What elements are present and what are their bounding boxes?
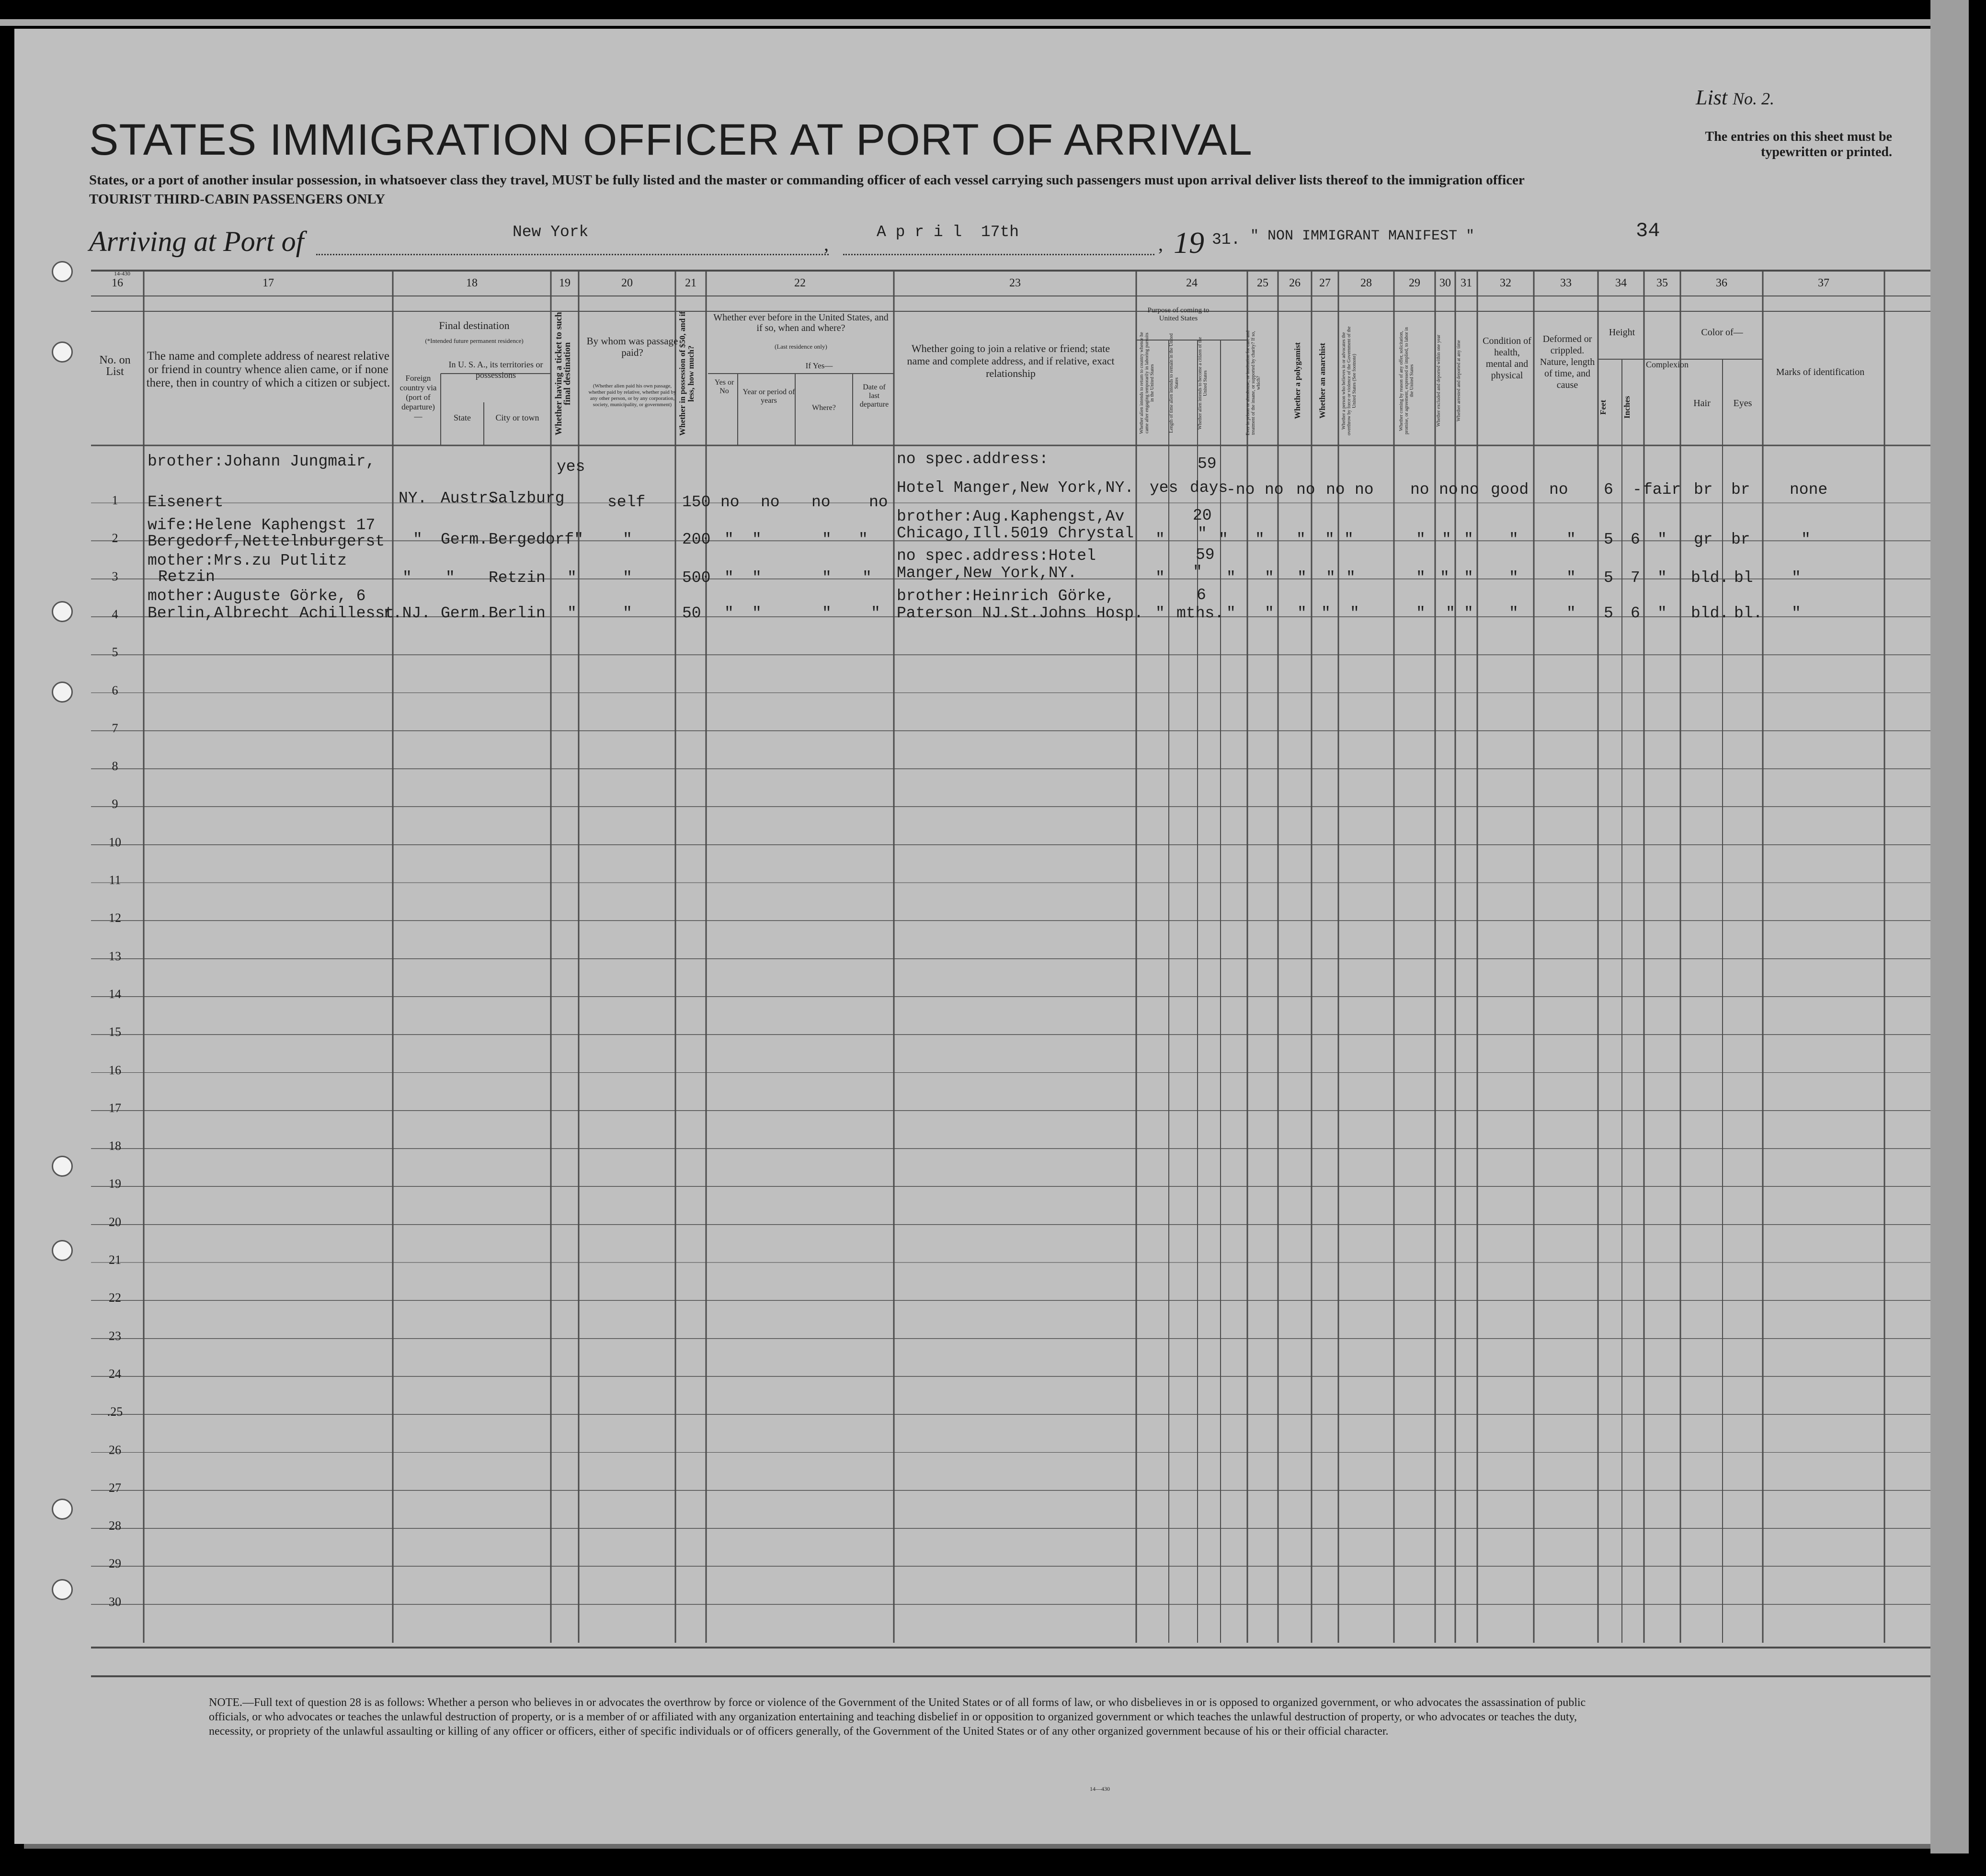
entry-1-purpose-c: -no bbox=[1226, 481, 1255, 499]
entry-4-inches: 6 bbox=[1631, 604, 1640, 622]
entry-2-purpose-c: " bbox=[1219, 531, 1228, 548]
entry-2-join-line1: brother:Aug.Kaphengst,Av bbox=[897, 508, 1125, 525]
header-purpose: Purpose of coming to United States bbox=[1147, 307, 1210, 322]
column-number-20: 20 bbox=[621, 277, 633, 289]
entry-1-c25: no bbox=[1265, 481, 1284, 499]
column-number-27: 27 bbox=[1319, 277, 1331, 289]
entry-1-hair: br bbox=[1694, 481, 1713, 499]
entry-3-ticket: " bbox=[567, 569, 577, 587]
entry-1-purpose-b: days bbox=[1190, 479, 1228, 497]
entry-2-c27: " bbox=[1325, 531, 1335, 548]
entry-3-c28: " bbox=[1346, 569, 1356, 587]
entry-3-relative-line2: Retzin bbox=[158, 568, 215, 586]
row-number: 4 bbox=[112, 607, 118, 621]
header-final-destination: Final destination bbox=[439, 319, 510, 331]
header-ever-before-note: (Last residence only) bbox=[775, 343, 827, 350]
entry-4-c31: " bbox=[1464, 604, 1473, 622]
column-number-23: 23 bbox=[1009, 277, 1021, 289]
entry-4-c29: " bbox=[1416, 604, 1426, 622]
column-number-30: 30 bbox=[1439, 277, 1451, 289]
entry-3-purpose-b-top: 59 bbox=[1196, 546, 1215, 564]
entry-4-c26: " bbox=[1297, 604, 1307, 622]
entry-3-deformed: " bbox=[1566, 569, 1576, 587]
entry-1-where: no bbox=[811, 493, 831, 511]
entry-2-join-line2: Chicago,Ill.5019 Chrystal bbox=[897, 524, 1134, 542]
column-number-32: 32 bbox=[1500, 277, 1511, 289]
header-purpose-b: Length of time alien intends to remain in the United States bbox=[1169, 333, 1179, 433]
entry-4-join-line2: Paterson NJ.St.Johns Hosp. bbox=[897, 604, 1143, 622]
header-excluded: Whether excluded and deported within one year bbox=[1436, 334, 1441, 427]
entry-1-departure: no bbox=[869, 493, 888, 511]
entry-4-complexion: " bbox=[1657, 604, 1667, 622]
entry-2-eyes: br bbox=[1731, 531, 1750, 548]
entry-2-inches: 6 bbox=[1631, 531, 1640, 548]
header-inches: Inches bbox=[1622, 396, 1632, 419]
column-number-28: 28 bbox=[1360, 277, 1372, 289]
header-final-destination-note: (*Intended future permanent residence) bbox=[425, 337, 524, 344]
entry-1-ticket: yes bbox=[557, 458, 585, 476]
column-number-19: 19 bbox=[559, 277, 571, 289]
entry-3-c27: " bbox=[1326, 569, 1335, 587]
header-feet: Feet bbox=[1598, 399, 1608, 415]
header-passage-paid-note: (Whether alien paid his own passage, whether paid by relative, whether paid by any other person, or by any corporation, society, municipality, or government) bbox=[588, 383, 676, 408]
entry-2-money: 200 bbox=[682, 531, 711, 548]
header-yes-no: Yes or No bbox=[714, 378, 734, 395]
row-number: 19 bbox=[109, 1177, 121, 1191]
row-number: 13 bbox=[109, 949, 121, 963]
entry-3-relative-line1: mother:Mrs.zu Putlitz bbox=[148, 552, 347, 569]
entry-2-feet: 5 bbox=[1604, 531, 1613, 548]
column-number-17: 17 bbox=[263, 277, 274, 289]
entry-4-relative-line2: Berlin,Albrecht Achillesst bbox=[148, 604, 394, 622]
entry-4-c27: " bbox=[1321, 604, 1331, 622]
entry-4-purpose-c: " bbox=[1226, 604, 1236, 622]
entry-2-before: " bbox=[724, 531, 734, 548]
entry-2-paid: " bbox=[623, 531, 632, 548]
entry-1-relative-line2: Eisenert bbox=[148, 493, 224, 511]
entry-4-health: " bbox=[1509, 604, 1518, 622]
header-if-yes: If Yes— bbox=[805, 361, 833, 370]
entry-2-departure: " bbox=[858, 531, 868, 548]
footer-form-code: 14—430 bbox=[1090, 1785, 1110, 1792]
entry-3-feet: 5 bbox=[1604, 569, 1613, 587]
entry-3-city: Retzin bbox=[489, 569, 546, 587]
entry-4-departure: " bbox=[871, 604, 880, 622]
row-number: 24 bbox=[109, 1366, 121, 1381]
entry-1-c27: no bbox=[1326, 481, 1345, 499]
year-prefix: 19 bbox=[1174, 226, 1204, 260]
column-number-34: 34 bbox=[1615, 277, 1627, 289]
entry-1-c26: no bbox=[1296, 481, 1315, 499]
entry-1-inches: - bbox=[1632, 481, 1642, 499]
binder-hole bbox=[52, 1156, 73, 1177]
entry-2-year: " bbox=[752, 531, 762, 548]
comma-2: , bbox=[1158, 233, 1163, 255]
subtitle-line-1: States, or a port of another insular possession, in whatsoever class they travel, MUST be fully listed and the master or commanding officer of each vessel carrying such passengers must upon arrival deliver lists thereof to the immigration officer bbox=[89, 172, 1525, 188]
entry-1-relative-line1: brother:Johann Jungmair, bbox=[148, 453, 376, 470]
row-number: 1 bbox=[112, 493, 118, 507]
row-number: 15 bbox=[109, 1025, 121, 1039]
row-number: 2 bbox=[112, 531, 118, 546]
entry-2-deformed: " bbox=[1566, 531, 1576, 548]
entry-4-c30: " bbox=[1446, 604, 1455, 622]
entry-1-marks: none bbox=[1790, 481, 1828, 499]
column-number-24: 24 bbox=[1186, 277, 1198, 289]
header-year: Year or period of years bbox=[742, 388, 795, 405]
entry-2-purpose-a: " bbox=[1155, 531, 1165, 548]
arriving-label: Arriving at Port of bbox=[89, 226, 304, 257]
entry-3-purpose-c: " bbox=[1226, 569, 1236, 587]
entry-1-c29: no bbox=[1410, 481, 1429, 499]
header-foreign-country: Foreign country via (port of departure)— bbox=[399, 374, 437, 421]
column-number-21: 21 bbox=[685, 277, 696, 289]
entry-1-join-line2: Hotel Manger,New York,NY. bbox=[897, 479, 1134, 497]
entry-1-health: good bbox=[1491, 481, 1529, 499]
row-number: 8 bbox=[112, 759, 118, 773]
row-number: 6 bbox=[112, 683, 118, 697]
entry-3-health: " bbox=[1509, 569, 1518, 587]
row-number: 27 bbox=[109, 1480, 121, 1495]
entry-1-complexion: fair bbox=[1643, 481, 1681, 499]
row-number: 30 bbox=[109, 1594, 121, 1609]
row-number: 11 bbox=[109, 873, 121, 887]
row-number: .25 bbox=[107, 1405, 123, 1419]
entry-2-hair: gr bbox=[1694, 531, 1713, 548]
entry-3-c29: " bbox=[1416, 569, 1426, 587]
row-number: 18 bbox=[109, 1139, 121, 1153]
entry-3-purpose-a: " bbox=[1155, 569, 1165, 587]
entry-1-purpose-a: yes bbox=[1150, 479, 1178, 497]
entry-2-state: Germ. bbox=[441, 531, 489, 548]
entry-3-inches: 7 bbox=[1631, 569, 1640, 587]
header-arrested: Whether arrested and deported at any time bbox=[1456, 340, 1461, 421]
entry-4-where: " bbox=[822, 604, 832, 622]
entry-3-join-line1: no spec.address:Hotel bbox=[897, 547, 1096, 565]
row-number: 9 bbox=[112, 797, 118, 811]
entry-3-where: " bbox=[822, 569, 832, 587]
entry-3-before: " bbox=[724, 569, 734, 587]
entry-1-foreign: NY. bbox=[399, 489, 427, 507]
row-number: 12 bbox=[109, 911, 121, 925]
entry-2-relative-line1: wife:Helene Kaphengst 17 bbox=[148, 516, 376, 534]
row-number: 26 bbox=[109, 1443, 121, 1457]
entry-3-paid: " bbox=[623, 569, 632, 587]
list-label: List bbox=[1696, 86, 1728, 109]
column-number-22: 22 bbox=[794, 277, 806, 289]
column-number-35: 35 bbox=[1656, 277, 1668, 289]
entry-2-health: " bbox=[1509, 531, 1518, 548]
entry-4-hair: bld. bbox=[1691, 604, 1729, 622]
row-number: 29 bbox=[109, 1557, 121, 1571]
row-number: 20 bbox=[109, 1215, 121, 1229]
entry-4-year: " bbox=[752, 604, 762, 622]
column-number-31: 31 bbox=[1461, 277, 1472, 289]
column-number-36: 36 bbox=[1716, 277, 1727, 289]
header-health: Condition of health, mental and physical bbox=[1483, 336, 1531, 381]
header-relative-address: The name and complete address of nearest relative or friend in country whence alien came, or if none there, then in country of which a citizen or subject. bbox=[146, 350, 390, 389]
header-city: City or town bbox=[495, 413, 539, 422]
entry-3-c25: " bbox=[1265, 569, 1274, 587]
column-number-33: 33 bbox=[1560, 277, 1572, 289]
column-number-26: 26 bbox=[1289, 277, 1301, 289]
row-number: 3 bbox=[112, 569, 118, 583]
header-date-departure: Date of last departure bbox=[859, 383, 889, 409]
header-state: State bbox=[454, 413, 471, 422]
entry-4-c28: " bbox=[1350, 604, 1359, 622]
binder-hole bbox=[52, 1499, 73, 1520]
entry-3-eyes: bl bbox=[1734, 569, 1753, 587]
entry-4-feet: 5 bbox=[1604, 604, 1613, 622]
header-ticket: Whether having a ticket to such final destination bbox=[554, 312, 572, 435]
entry-4-state: Germ. bbox=[441, 604, 489, 622]
entry-2-marks: " bbox=[1801, 531, 1811, 548]
entry-2-c26: " bbox=[1296, 531, 1306, 548]
header-height: Height bbox=[1609, 327, 1635, 338]
binder-hole bbox=[52, 341, 73, 363]
column-number-29: 29 bbox=[1409, 277, 1420, 289]
header-where: Where? bbox=[812, 404, 836, 412]
entry-4-before: " bbox=[724, 604, 734, 622]
entry-3-c30: " bbox=[1440, 569, 1450, 587]
row-number: 23 bbox=[109, 1329, 121, 1343]
page-title: STATES IMMIGRATION OFFICER AT PORT OF ARRIVAL bbox=[89, 115, 1253, 164]
header-anarchist: Whether an anarchist bbox=[1318, 342, 1327, 419]
entry-2-c31: " bbox=[1464, 531, 1473, 548]
header-purpose-c: Whether alien intends to become a citizen of the United States bbox=[1198, 337, 1208, 430]
entry-3-c31: " bbox=[1464, 569, 1473, 587]
date-value: A p r i l 17th bbox=[877, 223, 1019, 241]
page-number: 34 bbox=[1636, 219, 1660, 242]
entry-1-paid: self bbox=[607, 493, 646, 511]
footnote-question-28: NOTE.—Full text of question 28 is as follows: Whether a person who believes in or advocates the overthrow by force or violence of the Government of the United States or of all forms of law, or who disbelieves in or is opposed to organized government, or who advocates the assassination of public officials, or who advocates or teaches the unlawful destruction of property, or is a member of or affiliated with any organization entertaining and teaching disbelief in or opposition to organized government or which teaches the unlawful destruction of property, or who advocates or teaches the duty, necessity, or propriety of the unlawful assaulting or killing of any officer or officers, either of specific individuals or of officers generally, of the Government of the United States or of any other organized government because of his or their official character. bbox=[209, 1696, 1586, 1738]
row-number: 5 bbox=[112, 645, 118, 659]
entry-3-money: 500 bbox=[682, 569, 711, 587]
entry-3-complexion: " bbox=[1657, 569, 1667, 587]
entry-3-join-line2: Manger,New York,NY. bbox=[897, 564, 1077, 582]
entry-4-city: Berlin bbox=[489, 604, 546, 622]
header-passage-paid: By whom was passage paid? bbox=[586, 335, 678, 358]
entry-4-paid: " bbox=[623, 604, 632, 622]
row-number: 10 bbox=[109, 835, 121, 849]
column-number-25: 25 bbox=[1257, 277, 1268, 289]
header-deformed: Deformed or crippled. Nature, length of time, and cause bbox=[1540, 334, 1595, 390]
entry-1-c31: no bbox=[1460, 481, 1479, 499]
header-marks: Marks of identification bbox=[1776, 367, 1865, 377]
typewritten-instructions: The entries on this sheet must be typewritten or printed. bbox=[1705, 129, 1892, 159]
header-join-relative: Whether going to join a relative or friend; state name and complete address, and if relative, exact relationship bbox=[907, 342, 1115, 379]
entry-1-city: Salzburg bbox=[489, 489, 565, 507]
header-color-of: Color of— bbox=[1701, 327, 1743, 338]
entry-1-join-line1: no spec.address: bbox=[897, 450, 1049, 468]
entry-4-ticket: " bbox=[567, 604, 577, 622]
entry-3-foreign: " bbox=[402, 569, 412, 587]
entry-2-c25: " bbox=[1255, 531, 1265, 548]
year-suffix: 31. bbox=[1212, 231, 1241, 249]
entry-2-c29: " bbox=[1416, 531, 1426, 548]
entry-4-purpose-b-top: 6 bbox=[1197, 586, 1206, 604]
column-number-16: 16 bbox=[112, 277, 123, 289]
entry-2-city: Bergedorf" bbox=[489, 531, 584, 548]
entry-3-hair: bld. bbox=[1691, 569, 1729, 587]
entry-2-complexion: " bbox=[1657, 531, 1667, 548]
header-in-usa: In U. S. A., its territories or possessions bbox=[448, 360, 543, 380]
entry-1-before: no bbox=[720, 493, 740, 511]
entry-2-c28: " bbox=[1344, 531, 1354, 548]
binder-hole bbox=[52, 682, 73, 703]
entry-2-c30: " bbox=[1442, 531, 1451, 548]
row-number: 17 bbox=[109, 1101, 121, 1115]
entry-2-purpose-b: " bbox=[1198, 525, 1207, 543]
row-number: 7 bbox=[112, 721, 118, 735]
column-number-37: 37 bbox=[1818, 277, 1829, 289]
form-code: 14-430 bbox=[114, 270, 130, 277]
entry-4-marks: " bbox=[1792, 604, 1801, 622]
header-offer-labor: Whether coming by reason of any offer, solicitation, promise, or agreement, expressed or implied, to labor in the United States bbox=[1399, 327, 1415, 435]
header-prison: Ever in prison or almshouse, or institution for care and treatment of the insane, or supported by charity? If so, which? bbox=[1245, 330, 1261, 436]
entry-2-relative-line2: Bergedorf,Nettelnburgerst bbox=[148, 533, 385, 550]
row-number: 28 bbox=[109, 1519, 121, 1533]
header-money: Whether in possession of $50, and if less, how much? bbox=[678, 311, 696, 436]
entry-1-c30: no bbox=[1439, 481, 1458, 499]
binder-hole bbox=[52, 1579, 73, 1600]
entry-1-purpose-b-top: 59 bbox=[1198, 455, 1217, 473]
entry-3-purpose-b: " bbox=[1193, 563, 1202, 581]
entry-4-deformed: " bbox=[1566, 604, 1576, 622]
binder-hole bbox=[52, 1240, 73, 1261]
entry-4-purpose-a: " bbox=[1155, 604, 1165, 622]
entry-4-join-line1: brother:Heinrich Görke, bbox=[897, 587, 1115, 605]
entry-1-feet: 6 bbox=[1604, 481, 1613, 499]
entry-3-marks: " bbox=[1792, 569, 1801, 587]
row-number: 16 bbox=[109, 1063, 121, 1077]
entry-2-purpose-b-top: 20 bbox=[1193, 507, 1212, 524]
binder-hole bbox=[52, 261, 73, 282]
entry-3-state: " bbox=[445, 569, 455, 587]
header-complexion: Complexion bbox=[1646, 360, 1689, 369]
manifest-type: " NON IMMIGRANT MANIFEST " bbox=[1250, 228, 1475, 244]
port-value: New York bbox=[513, 223, 589, 241]
entry-1-year: no bbox=[761, 493, 780, 511]
entry-4-eyes: bl. bbox=[1734, 604, 1763, 622]
list-number: No. 2. bbox=[1733, 89, 1775, 108]
entry-3-departure: " bbox=[862, 569, 872, 587]
binder-hole bbox=[52, 601, 73, 622]
entry-1-state: Austr. bbox=[441, 489, 498, 507]
entry-4-relative-line1: mother:Auguste Görke, 6 bbox=[148, 587, 366, 605]
entry-2-foreign: " bbox=[413, 531, 422, 548]
header-no-on-list: No. on List bbox=[99, 354, 131, 378]
entry-3-c26: " bbox=[1297, 569, 1307, 587]
header-overthrow: Whether a person who believes in or advocates the overthrow by force or violence of the Government of the United States (See footnote) bbox=[1341, 326, 1357, 435]
subtitle-line-2: TOURIST THIRD-CABIN PASSENGERS ONLY bbox=[89, 192, 386, 207]
entry-1-c28: no bbox=[1355, 481, 1374, 499]
header-hair: Hair bbox=[1693, 398, 1711, 409]
column-number-18: 18 bbox=[466, 277, 478, 289]
entry-4-purpose-b: mths. bbox=[1176, 604, 1224, 622]
entry-4-money: 50 bbox=[682, 604, 701, 622]
entry-2-where: " bbox=[822, 531, 832, 548]
row-number: 22 bbox=[109, 1291, 121, 1305]
entry-1-deformed: no bbox=[1549, 481, 1568, 499]
entry-3-year: " bbox=[752, 569, 762, 587]
entry-4-foreign: r.NJ. bbox=[383, 604, 431, 622]
header-polygamist: Whether a polygamist bbox=[1293, 342, 1302, 420]
header-ever-before: Whether ever before in the United States, and if so, when and where? bbox=[713, 312, 889, 333]
comma-1: , bbox=[824, 233, 829, 255]
row-number: 21 bbox=[109, 1253, 121, 1267]
entry-4-c25: " bbox=[1265, 604, 1274, 622]
entry-1-money: 150 bbox=[682, 493, 711, 511]
header-purpose-a: Whether alien intends to return to country whence he came after engaging temporarily in laboring pursuits in the United States bbox=[1139, 332, 1155, 434]
header-eyes: Eyes bbox=[1733, 398, 1752, 409]
row-number: 14 bbox=[109, 987, 121, 1001]
entry-1-eyes: br bbox=[1731, 481, 1750, 499]
